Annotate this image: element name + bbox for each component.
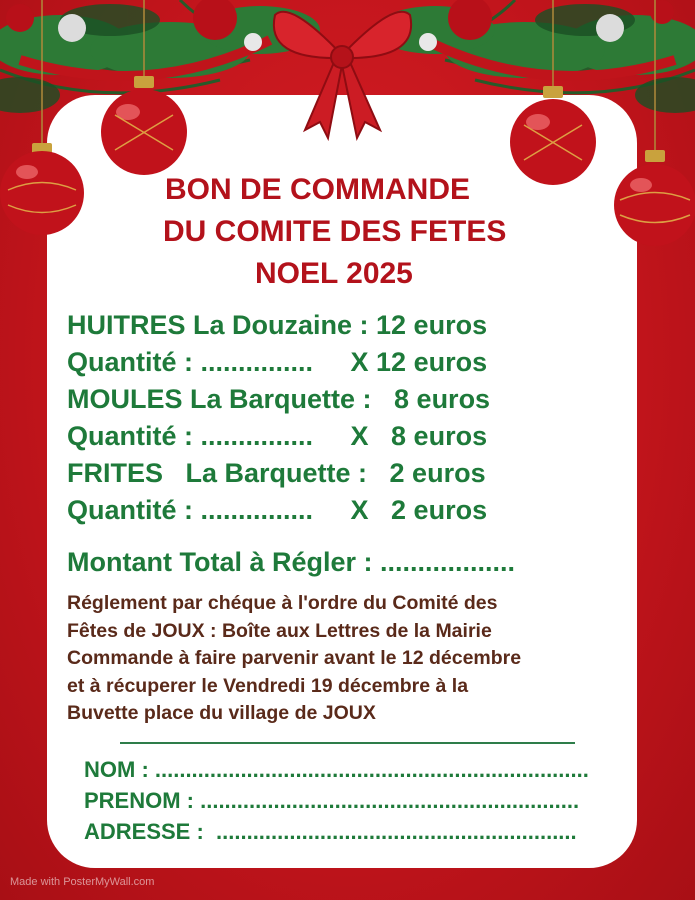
title-line-3: NOEL 2025 xyxy=(255,257,413,290)
title-line-2: DU COMITE DES FETES xyxy=(163,215,507,248)
payment-info xyxy=(67,590,612,728)
payment-info-line: Réglement par chéque à l'ordre du Comité des xyxy=(67,592,498,614)
prenom-field: PRENOM : .............................................................. xyxy=(84,788,580,813)
product-frites-price: FRITES La Barquette : 2 euros xyxy=(67,458,486,488)
watermark: Made with PosterMyWall.com xyxy=(10,876,155,888)
total-amount-line: Montant Total à Régler : .................. xyxy=(67,547,516,577)
payment-info-line: Buvette place du village de JOUX xyxy=(67,702,376,724)
product-moules-quantity: Quantité : ............... X 8 euros xyxy=(67,421,488,451)
payment-info-line: et à récuperer le Vendredi 19 décembre à la xyxy=(67,674,469,697)
adresse-field: ADRESSE : ........................................................... xyxy=(84,819,577,844)
payment-info-line: Commande à faire parvenir avant le 12 décembre xyxy=(67,647,522,669)
product-huitres-price: HUITRES La Douzaine : 12 euros xyxy=(67,310,488,340)
nom-field: NOM : ....................................................................... xyxy=(84,757,589,782)
product-frites-quantity: Quantité : ............... X 2 euros xyxy=(67,495,488,525)
payment-info-line: Fêtes de JOUX : Boîte aux Lettres de la Mairie xyxy=(67,619,492,642)
product-moules-price: MOULES La Barquette : 8 euros xyxy=(67,384,491,414)
title-line-1: BON DE COMMANDE xyxy=(165,173,470,206)
divider xyxy=(120,742,575,744)
product-huitres-quantity: Quantité : ............... X 12 euros xyxy=(67,347,488,377)
